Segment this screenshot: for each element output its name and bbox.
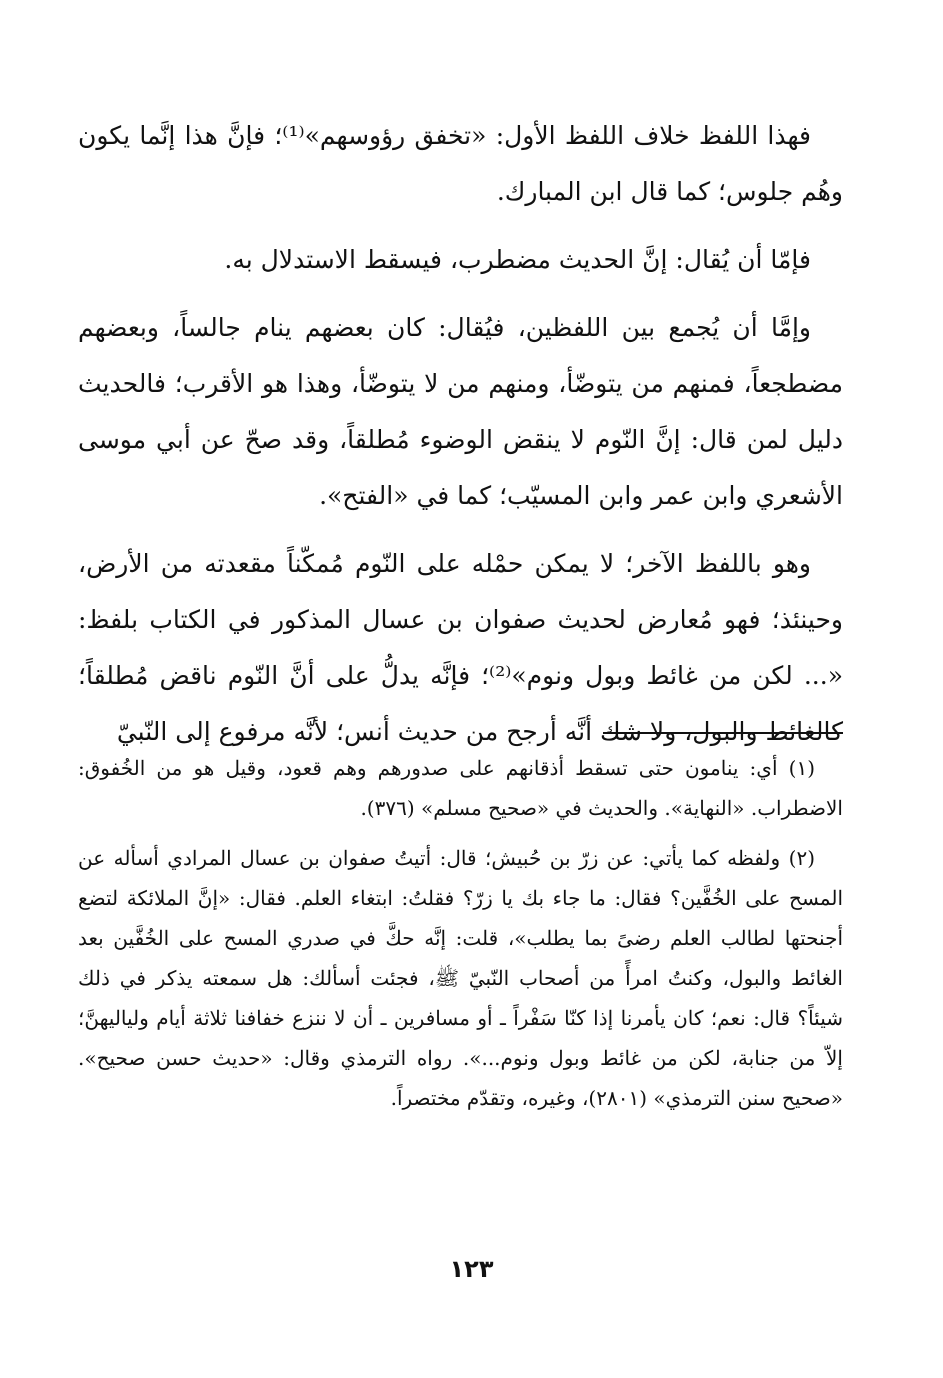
paragraph-3: وإمَّا أن يُجمع بين اللفظين، فيُقال: كان بعضهم ينام جالساً، وبعضهم مضطجعاً، فمنهم من يتوضّأ، ومنهم من لا يتوضّأ، وهذا هو الأقرب؛ فالحديث دليل لمن قال: إنَّ النّوم لا ينقض الوضوء مُطلقاً، وقد صحّ عن أبي موسى الأشعري وابن عمر وابن المسيّب؛ كما في «الفتح». [78,313,843,510]
footnote-separator [603,732,843,734]
paragraph-2: فإمّا أن يُقال: إنَّ الحديث مضطرب، فيسقط الاستدلال به. [224,245,811,274]
footnote-2: (٢) ولفظه كما يأتي: عن زرّ بن حُبيش؛ قال: أتيتُ صفوان بن عسال المرادي أسأله عن المسح على الخُفَّين؟ فقال: ما جاء بك يا زرّ؟ فقلتُ: ابتغاء العلم. فقال: «إنَّ الملائكة لتضع أجنحتها لطالب العلم رضىً بما يطلب»، قلت: إنَّه حكَّ في صدري المسح على الخُفَّين بعد الغائط والبول، وكنتُ امرأً من أصحاب النّبيّ ﷺ، فجئت أسألك: هل سمعته يذكر في ذلك شيئاً؟ قال: نعم؛ كان يأمرنا إذا كنّا سَفْراً ـ أو مسافرين ـ أن لا ننزع خفافنا ثلاثة أيام ولياليهنَّ؛ إلاّ من جنابة، لكن من غائط وبول ونوم...». رواه الترمذي وقال: «حديث حسن صحيح». «صحيح سنن الترمذي» (٢٨٠١)، وغيره، وتقدّم مختصراً. [78,846,843,1110]
paragraph-1: فهذا اللفظ خلاف اللفظ الأول: «تخفق رؤوسهم»⁽¹⁾؛ فإنَّ هذا إنَّما يكون وهُم جلوس؛ كما قال ابن المبارك. [78,121,843,206]
footnotes [78,748,843,1128]
page-number: ١٢٣ [449,1255,494,1283]
main-text [78,108,843,772]
paragraph-4: وهو باللفظ الآخر؛ لا يمكن حمْله على النّوم مُمكّناً مقعدته من الأرض، وحينئذ؛ فهو مُعارض لحديث صفوان بن عسال المذكور في الكتاب بلفظ: «... لكن من غائط وبول ونوم»⁽²⁾؛ فإنَّه يدلُّ على أنَّ النّوم ناقض مُطلقاً؛ كالغائط والبول، ولا شك أنَّه أرجح من حديث أنس؛ لأنَّه مرفوع إلى النّبيّ [78,549,843,746]
footnote-1: (١) أي: ينامون حتى تسقط أذقانهم على صدورهم وهم قعود، وقيل هو من الخُفوق: الاضطراب. «النهاية». والحديث في «صحيح مسلم» (٣٧٦). [78,756,843,820]
